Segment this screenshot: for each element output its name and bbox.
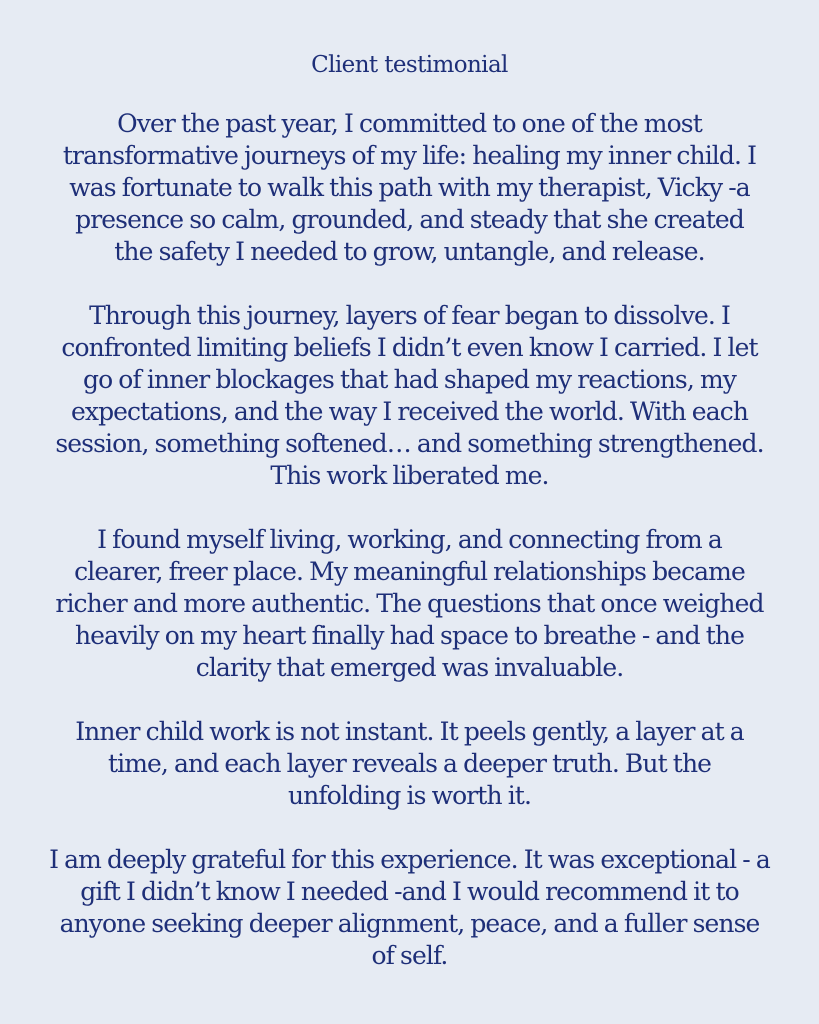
paragraph-line: expectations, and the way I received the world. With each bbox=[70, 397, 749, 426]
paragraph-line: the safety I needed to grow, untangle, and release. bbox=[114, 237, 705, 266]
paragraph-line: heavily on my heart finally had space to breathe - and the bbox=[74, 621, 745, 650]
paragraph-line: Through this journey, layers of fear began to dissolve. I bbox=[89, 301, 730, 330]
paragraph-4 bbox=[40, 716, 779, 812]
paragraph-line: of self. bbox=[371, 941, 448, 970]
paragraph-line: confronted limiting beliefs I didn’t even know I carried. I let bbox=[61, 333, 758, 362]
paragraph-2 bbox=[40, 300, 779, 492]
paragraph-line: session, something softened… and something strengthened. bbox=[55, 429, 764, 458]
paragraph-line: Inner child work is not instant. It peels gently, a layer at a bbox=[75, 717, 744, 746]
paragraph-line: Over the past year, I committed to one of the most bbox=[117, 109, 702, 138]
testimonial-body bbox=[40, 108, 779, 1004]
paragraph-line: go of inner blockages that had shaped my reactions, my bbox=[83, 365, 736, 394]
paragraph-line: was fortunate to walk this path with my therapist, Vicky -a bbox=[69, 173, 750, 202]
paragraph-line: clarity that emerged was invaluable. bbox=[195, 653, 624, 682]
paragraph-line: richer and more authentic. The questions that once weighed bbox=[55, 589, 764, 618]
paragraph-1 bbox=[40, 108, 779, 268]
paragraph-line: I found myself living, working, and connecting from a bbox=[97, 525, 722, 554]
paragraph-line: gift I didn’t know I needed -and I would recommend it to bbox=[80, 877, 739, 906]
paragraph-5 bbox=[40, 844, 779, 972]
paragraph-line: transformative journeys of my life: healing my inner child. I bbox=[62, 141, 757, 170]
paragraph-line: unfolding is worth it. bbox=[287, 781, 531, 810]
paragraph-line: This work liberated me. bbox=[270, 461, 549, 490]
paragraph-line: clearer, freer place. My meaningful relationships became bbox=[74, 557, 745, 586]
page-title: Client testimonial bbox=[311, 52, 508, 78]
paragraph-3 bbox=[40, 524, 779, 684]
paragraph-line: time, and each layer reveals a deeper truth. But the bbox=[107, 749, 712, 778]
paragraph-line: presence so calm, grounded, and steady that she created bbox=[75, 205, 744, 234]
paragraph-line: anyone seeking deeper alignment, peace, and a fuller sense bbox=[59, 909, 760, 938]
paragraph-line: I am deeply grateful for this experience. It was exceptional - a bbox=[49, 845, 770, 874]
